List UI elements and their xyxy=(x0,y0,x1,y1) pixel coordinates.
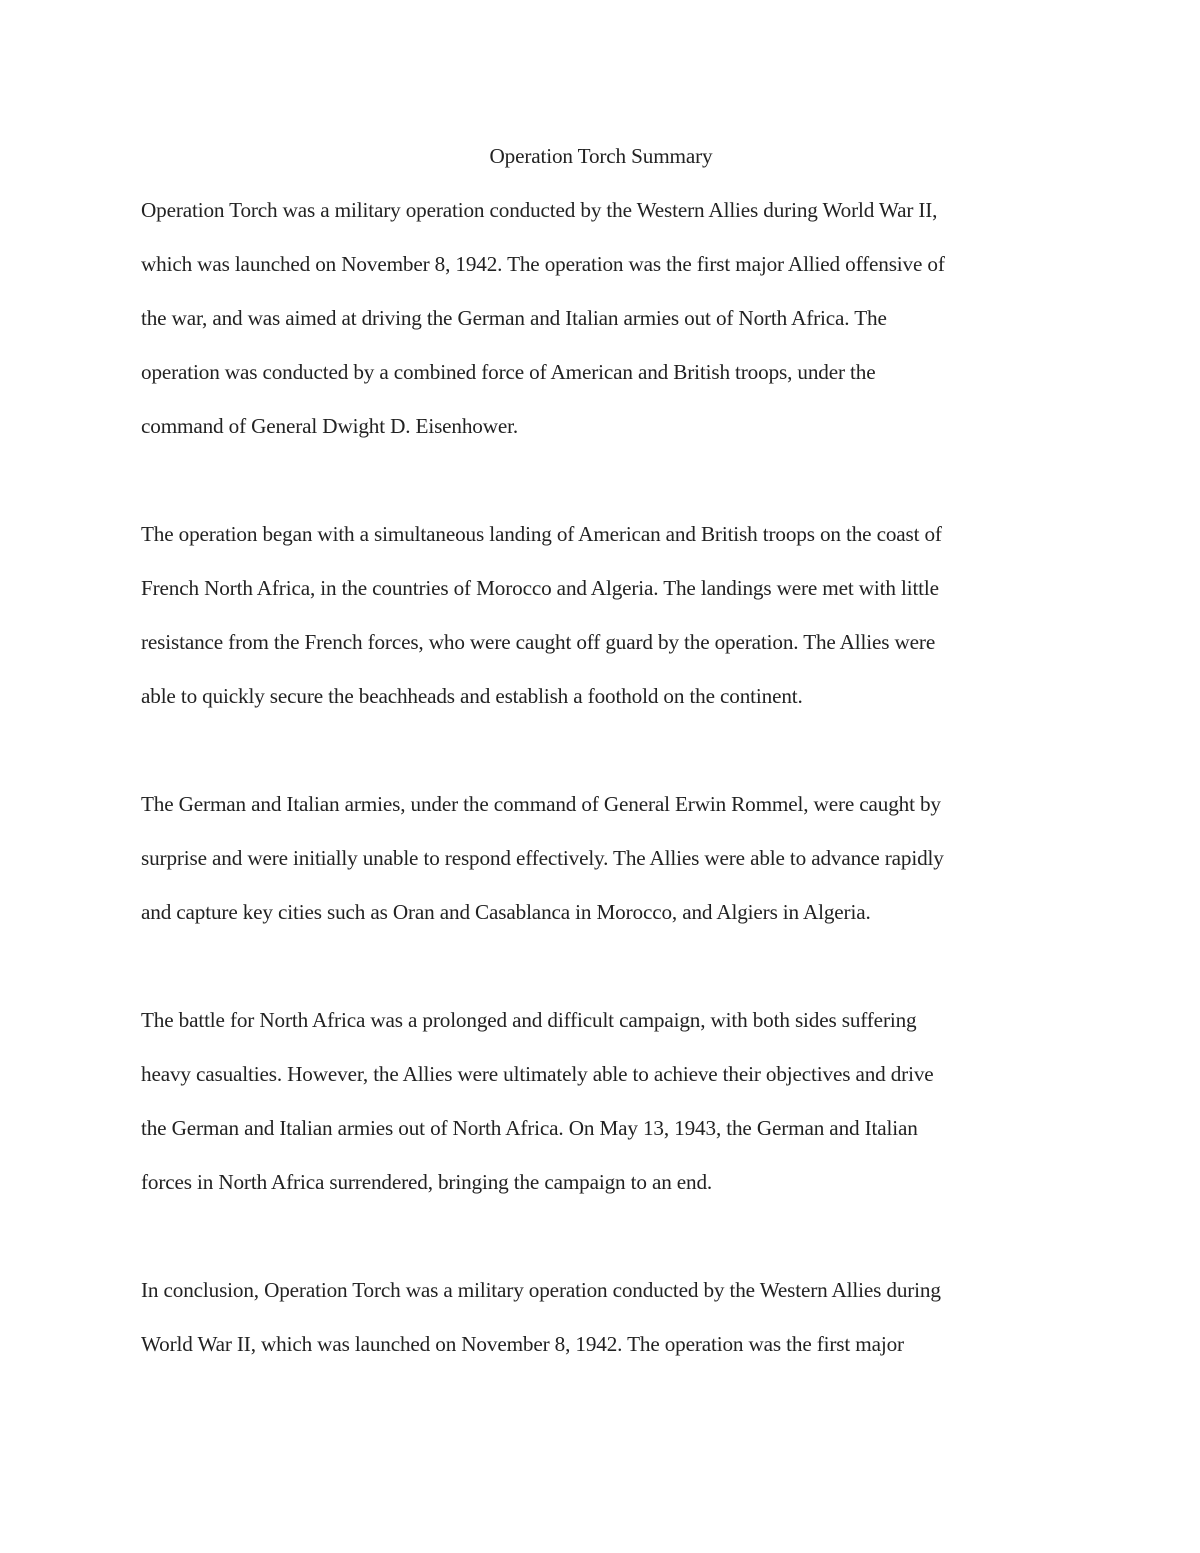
paragraph-conclusion xyxy=(141,1263,1061,1371)
text-line: surprise and were initially unable to respond effectively. The Allies were able to advance rapidly xyxy=(141,846,944,870)
text-line: the German and Italian armies out of North Africa. On May 13, 1943, the German and Italian xyxy=(141,1116,918,1140)
text-line: heavy casualties. However, the Allies were ultimately able to achieve their objectives and drive xyxy=(141,1062,934,1086)
document-title: Operation Torch Summary xyxy=(489,144,713,168)
text-line: In conclusion, Operation Torch was a military operation conducted by the Western Allies during xyxy=(141,1278,941,1302)
paragraph-intro xyxy=(141,183,1061,453)
text-line: The German and Italian armies, under the command of General Erwin Rommel, were caught by xyxy=(141,792,941,816)
paragraph-campaign xyxy=(141,993,1061,1209)
text-line: operation was conducted by a combined force of American and British troops, under the xyxy=(141,360,876,384)
text-line: forces in North Africa surrendered, bringing the campaign to an end. xyxy=(141,1170,713,1194)
text-line: which was launched on November 8, 1942. The operation was the first major Allied offensive of xyxy=(141,252,945,276)
paragraph-advance xyxy=(141,777,1061,939)
text-line: resistance from the French forces, who were caught off guard by the operation. The Allies were xyxy=(141,630,936,654)
text-line: the war, and was aimed at driving the German and Italian armies out of North Africa. The xyxy=(141,306,887,330)
text-line: and capture key cities such as Oran and Casablanca in Morocco, and Algiers in Algeria. xyxy=(141,900,871,924)
text-line: Operation Torch was a military operation conducted by the Western Allies during World War II, xyxy=(141,198,938,222)
text-line: French North Africa, in the countries of Morocco and Algeria. The landings were met with little xyxy=(141,576,939,600)
text-line: The operation began with a simultaneous landing of American and British troops on the coast of xyxy=(141,522,942,546)
text-line: command of General Dwight D. Eisenhower. xyxy=(141,414,519,438)
paragraph-landing xyxy=(141,507,1061,723)
text-line: able to quickly secure the beachheads and establish a foothold on the continent. xyxy=(141,684,803,708)
text-line: The battle for North Africa was a prolonged and difficult campaign, with both sides suffering xyxy=(141,1008,917,1032)
text-line: World War II, which was launched on November 8, 1942. The operation was the first major xyxy=(141,1332,904,1356)
document-body xyxy=(141,129,1061,1371)
